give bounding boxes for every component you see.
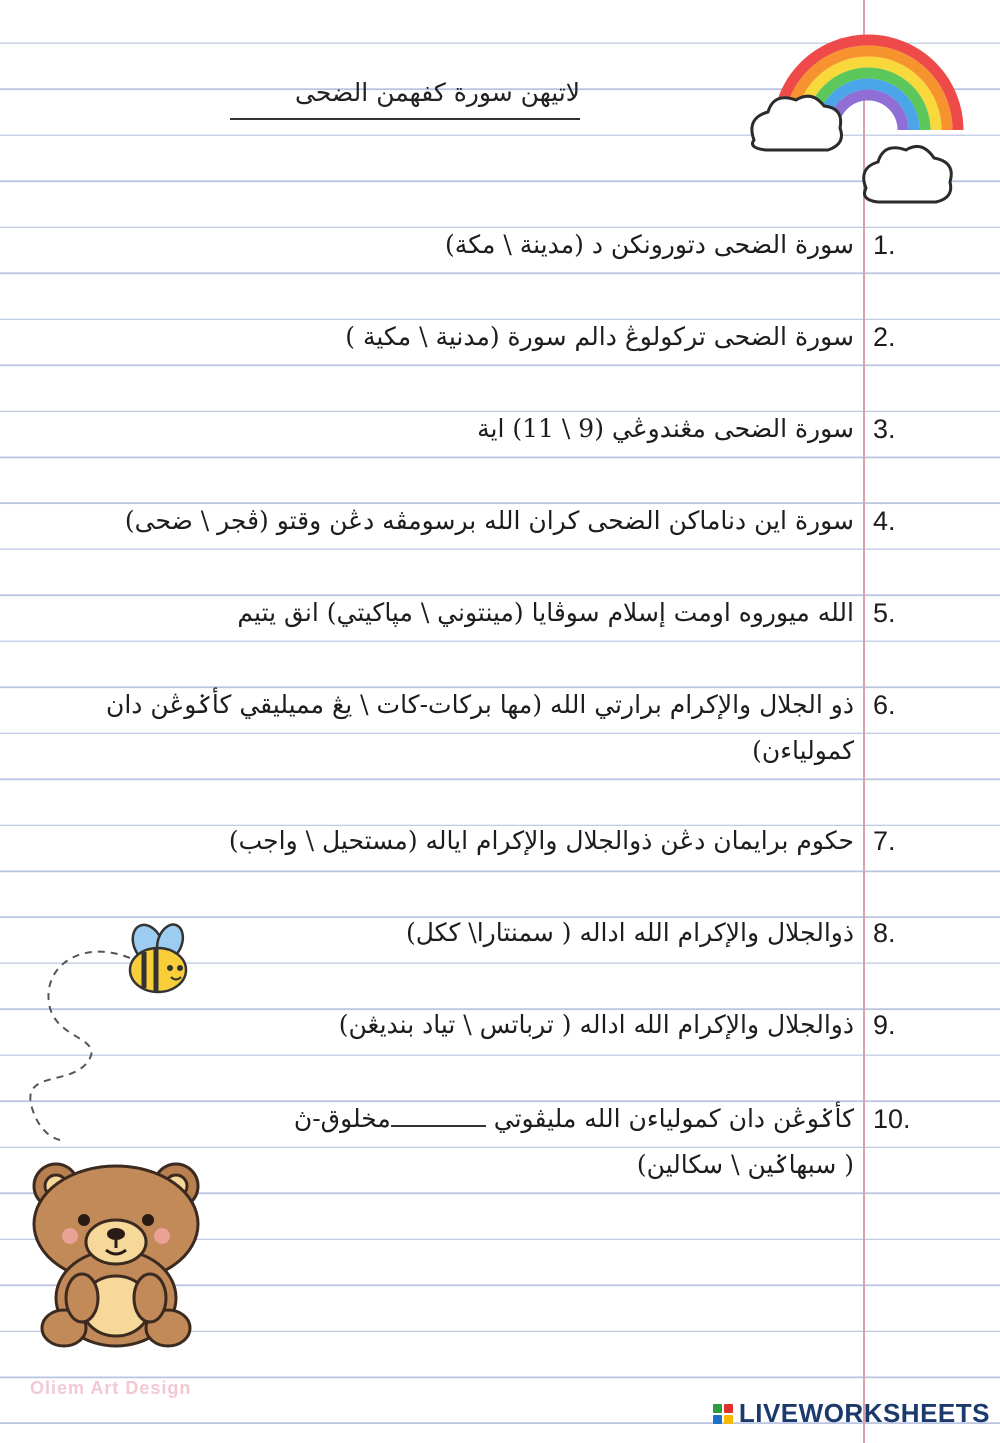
question-text [294,1096,854,1142]
question-text: ذوالجلال والإكرام الله اداله ( سمنتارا\ ككل) [405,918,854,947]
question-text: سورة الضحى دتورونكن د (مدينة \ مكة) [445,230,854,259]
brand-name: LIVEWORKSHEETS [738,1398,990,1428]
question-text-part: مخلوق-ڽ [293,1104,391,1133]
question-number: 9. [873,1010,896,1040]
question-text: ذوالجلال والإكرام الله اداله ( ترباتس \ تياد بنديڠن) [338,1010,854,1039]
teddy-bear-icon [22,1158,217,1358]
answer-blank[interactable] [391,1105,486,1127]
question-text: سورة اين دناماكن الضحى كران الله برسومڤه دڠن وقتو (ڤجر \ ضحى) [124,506,854,535]
watermark-logo: Oliem Art Design [30,1378,192,1398]
question-number: 6. [873,690,896,720]
margin-line [863,0,865,1443]
question-text: سورة الضحى مڠندوڠي (9 \ 11) اية [477,414,854,443]
worksheet-title: لاتيهن سورة كفهمن الضحى [295,78,580,107]
question-number: 8. [873,918,896,948]
question-number: 10. [873,1104,911,1134]
question-text: حكوم برايمان دڠن ذوالجلال والإكرام اياله (مستحيل \ واجب) [228,826,854,855]
liveworksheets-brand[interactable] [713,1398,990,1429]
question-text: ذو الجلال والإكرام برارتي الله (مها بركات-كات \ يڠ مميليقي كأݢوڠن دان كمولياءن) [105,690,854,765]
question-number: 2. [873,322,896,352]
question-text: الله ميوروه اومت إسلام سوڤايا (مينتوني \ مڽاكيتي) انق يتيم [237,598,854,627]
question-text: سورة الضحى تركولوڠ دالم سورة (مدنية \ مكية ) [345,322,854,351]
question-number: 5. [873,598,896,628]
question-number: 7. [873,826,896,856]
question-text-line2: ( سبهاݢين \ سكالين) [636,1150,854,1179]
bee-icon [20,918,200,1148]
question-text-part: كأݢوڠن دان كمولياءن الله مليڤوتي [493,1104,854,1133]
question-number: 1. [873,230,896,260]
question-number: 4. [873,506,896,536]
rainbow-icon [738,10,968,215]
liveworksheets-logo-icon [713,1404,733,1424]
question-number: 3. [873,414,896,444]
title-underline [230,118,580,120]
